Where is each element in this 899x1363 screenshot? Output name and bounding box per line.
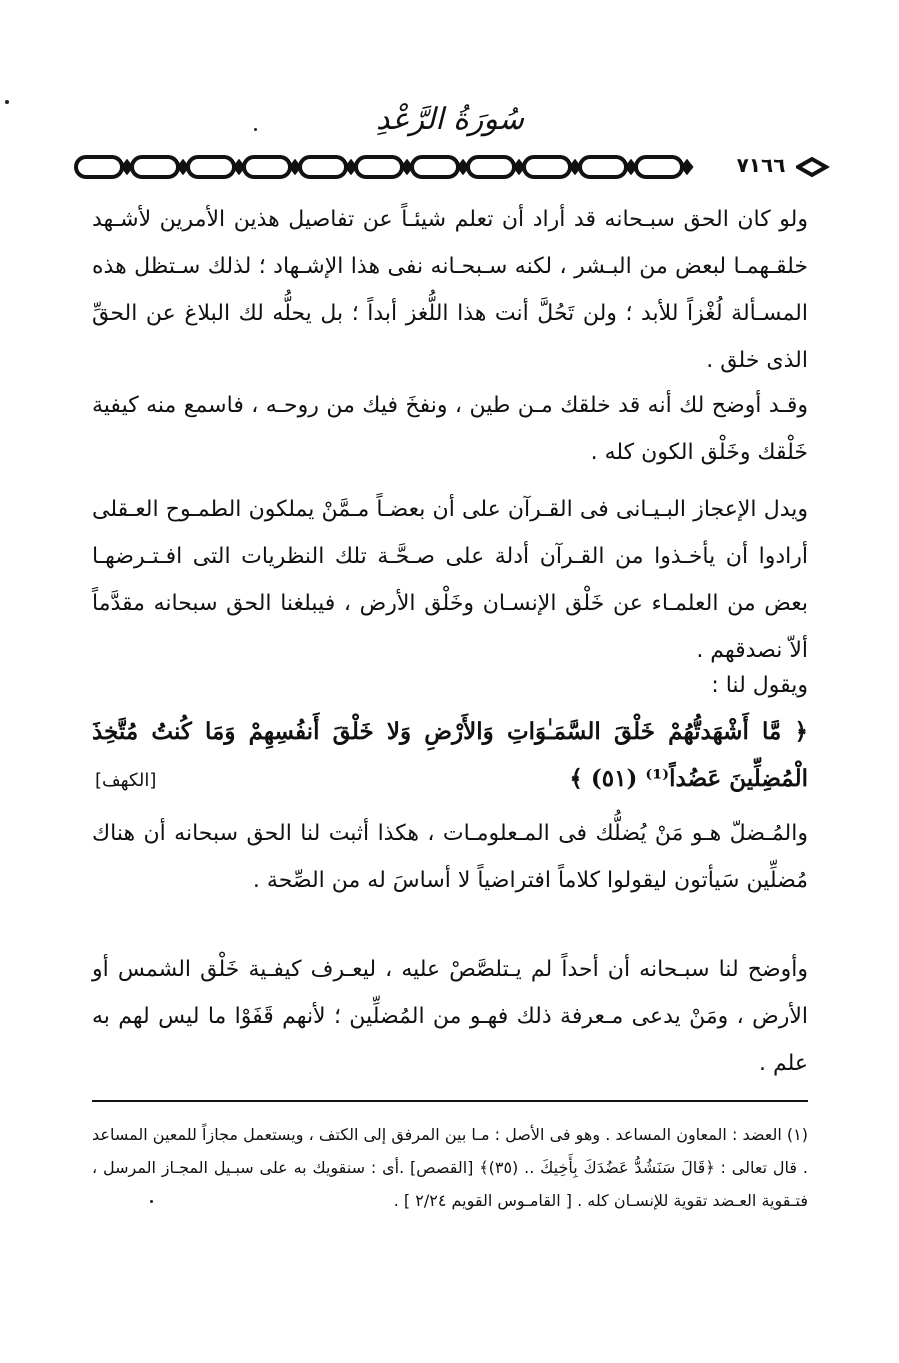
paragraph-1: ولو كان الحق سبـحانه قد أراد أن تعلم شيئـاً عن تفاصيل هذين الأمرين لأشـهد خلقـهمـا لبعض من البـشر ، لكنه سـبحـانه نفى هذا الإشـهاد ؛ لذلك سـتظل هذه المسـألة لُغْزاً للأبد ؛ ولن تَحُلَّ أنت هذا اللُّغز أبداً ؛ بل يحلُّه لك البلاغ عن الحقِّ الذى خلق . <box>92 207 808 373</box>
paragraph-5: والمُـضلّ هـو مَنْ يُضلُّك فى المـعلومـات ، هكذا أثبت لنا الحق سبحانه أن هناك مُضلِّين سَيأتون ليقولوا كلاماً افتراضياً لا أساسَ له من الصِّحة . <box>92 821 808 893</box>
page-number: ٧١٦٦ <box>726 153 796 177</box>
ornamental-header-border <box>70 150 830 184</box>
scan-speck <box>5 100 9 104</box>
paragraph-4: ويقول لنا : <box>711 673 808 698</box>
paragraph-2: وقـد أوضح لك أنه قد خلقك مـن طين ، ونفخَ فيك من روحـه ، فاسمع منه كيفية خَلْقك وخَلْق الكون كله . <box>92 393 808 465</box>
footnote-divider <box>92 1100 808 1102</box>
paragraph-6: وأوضح لنا سبـحانه أن أحداً لم يـتلصَّصْ عليه ، ليعـرف كيفـية خَلْق الشمس أو الأرض ، ومَنْ يدعى مـعرفة ذلك فهـو من المُضلِّين ؛ لأنهم قَفَوْا ما ليس لهم به علم . <box>92 957 808 1076</box>
surah-title: سُورَةُ الرَّعْدِ <box>375 102 525 137</box>
footnote: (١) العضد : المعاون المساعد . وهو فى الأصل : مـا بين المرفق إلى الكتف ، ويستعمل مجازاً للمعين المساعد . قال تعالى : ﴿قَالَ سَنَشُدُّ عَضُدَكَ بِأَخِيكَ .. (٣٥)﴾ [القصص] .أى : سنقويك به على سبـيل المجـاز المرسل ، فتـقوية العـضد تقوية للإنسـان كله . [ القامـوس القويم ٢/٢٤ ] . <box>92 1125 808 1210</box>
verse-surah-reference: [الكهف] <box>95 770 157 791</box>
paragraph-3: ويدل الإعجاز البـيـانى فى القـرآن على أن بعضـاً مـمَّنْ يملكون الطمـوح العـقلى أرادوا أن يأخـذوا من القـرآن أدلة على صـحَّـة تلك النظريات التى افـتـرضهـا بعض من العلمـاء عن خَلْق الإنسـان وخَلْق الأرض ، فيبلغنا الحق سبحانه مقدَّماً ألاّ نصدقهم . <box>92 497 808 663</box>
quran-verse: ﴿ مَّا أَشْهَدتُّهُمْ خَلْقَ السَّمَـٰوَاتِ وَالأَرْضِ وَلا خَلْقَ أَنفُسِهِمْ وَمَا كُنتُ مُتَّخِذَ الْمُضِلِّينَ عَضُداً⁽¹⁾ (٥١) ﴾ <box>92 718 808 792</box>
scan-speck <box>254 128 257 131</box>
